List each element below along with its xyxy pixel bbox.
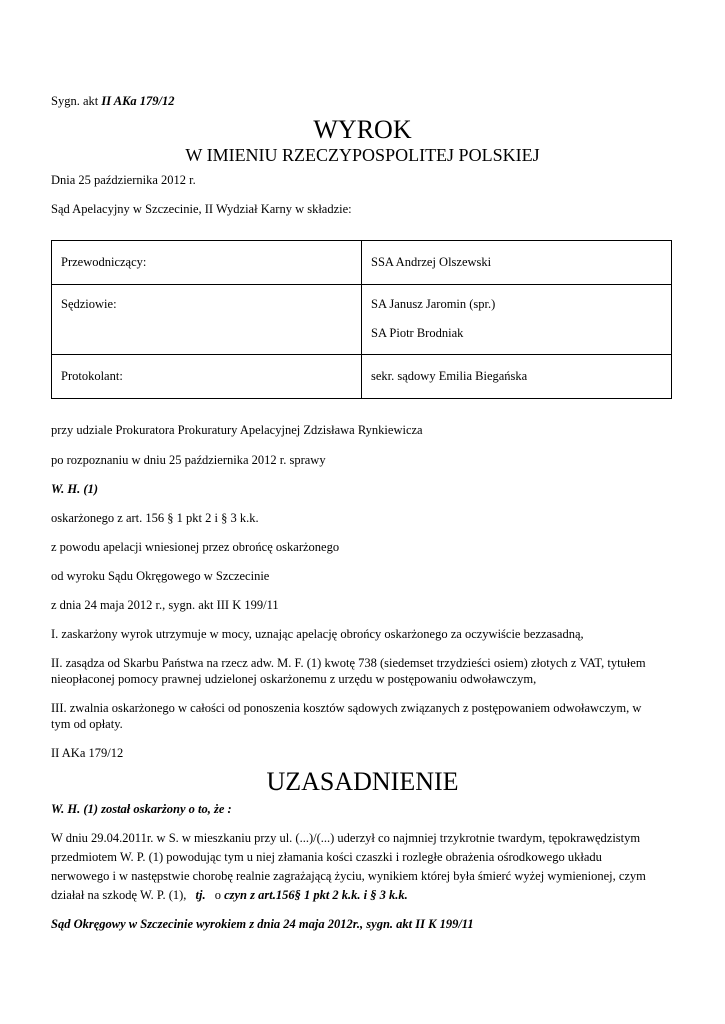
court-composition-table: [51, 240, 672, 399]
judgment-date: Dnia 25 października 2012 r.: [51, 173, 196, 187]
first-instance-judgment: Sąd Okręgowy w Szczecinie wyrokiem z dnia 24 maja 2012r., sygn. akt II K 199/11: [51, 917, 474, 931]
role-cell: [52, 241, 362, 285]
name-presiding: SSA Andrzej Olszewski: [371, 255, 492, 269]
justification-line-2: przedmiotem W. P. (1) powodując tym u niej złamania kości czaszki i rozległe obrażenia ośrodkowego układu: [51, 850, 602, 864]
names-cell: [362, 285, 672, 355]
document-subtitle: W IMIENIU RZECZYPOSPOLITEJ POLSKIEJ: [185, 145, 540, 165]
hearing-line: po rozpoznaniu w dniu 25 października 2012 r. sprawy: [51, 453, 326, 467]
role-cell: [52, 355, 362, 399]
case-signature-prefix: Sygn. akt: [51, 94, 99, 108]
o-word: o: [214, 888, 221, 902]
case-reference: II AKa 179/12: [51, 746, 124, 760]
accused-heading: W. H. (1) został oskarżony o to, że :: [51, 802, 232, 816]
judgment-date-line: z dnia 24 maja 2012 r., sygn. akt III K 199/11: [51, 598, 279, 612]
names-cell: [362, 241, 672, 285]
prosecutor-line: przy udziale Prokuratora Prokuratury Apelacyjnej Zdzisława Rynkiewicza: [51, 423, 423, 437]
justification-line-1: W dniu 29.04.2011r. w S. w mieszkaniu przy ul. (...)/(...) uderzył co najmniej trzykrotnie twardym, tępokrawędzistym: [51, 831, 641, 845]
ruling-3-line-2: tym od opłaty.: [51, 717, 123, 731]
table-row: [52, 355, 672, 399]
names-cell: [362, 355, 672, 399]
ruling-2-line-1: II. zasądza od Skarbu Państwa na rzecz adw. M. F. (1) kwotę 738 (siedemset trzydzieści osiem) złotych z VAT, tytułem: [51, 656, 646, 670]
table-row: [52, 285, 672, 355]
from-judgment-line: od wyroku Sądu Okręgowego w Szczecinie: [51, 569, 270, 583]
court-name: Sąd Apelacyjny w Szczecinie, II Wydział Karny w składzie:: [51, 202, 352, 216]
role-clerk: Protokolant:: [61, 369, 123, 383]
name-judge-2: SA Piotr Brodniak: [371, 326, 464, 340]
role-judges: Sędziowie:: [61, 297, 117, 311]
case-signature-number: II AKa 179/12: [101, 94, 175, 108]
document-title: WYROK: [313, 115, 412, 144]
appeal-line: z powodu apelacji wniesionej przez obrońcę oskarżonego: [51, 540, 340, 554]
justification-title: UZASADNIENIE: [266, 767, 459, 796]
name-judge-1: SA Janusz Jaromin (spr.): [371, 297, 496, 311]
table-row: [52, 241, 672, 285]
role-presiding: Przewodniczący:: [61, 255, 147, 269]
defendant-name: W. H. (1): [51, 482, 98, 496]
justification-line-3: nerwowego i w następstwie chorobę realnie zagrażającą życiu, wynikiem której była śmierć wyżej wymienionej, czym: [51, 869, 646, 883]
charge-line: oskarżonego z art. 156 § 1 pkt 2 i § 3 k.k.: [51, 511, 259, 525]
justification-line-4: [51, 888, 408, 903]
tj-abbrev: tj.: [195, 888, 206, 902]
ruling-1: I. zaskarżony wyrok utrzymuje w mocy, uznając apelację obrońcy oskarżonego za oczywiście bezzasadną,: [51, 627, 584, 641]
ruling-3-line-1: III. zwalnia oskarżonego w całości od ponoszenia kosztów sądowych związanych z postępowaniem odwoławczym, w: [51, 701, 642, 715]
case-signature: [51, 94, 175, 109]
ruling-2-line-2: nieopłaconej pomocy prawnej udzielonej oskarżonemu z urzędu w postępowaniu odwoławczym,: [51, 672, 537, 686]
role-cell: [52, 285, 362, 355]
name-clerk: sekr. sądowy Emilia Biegańska: [371, 369, 528, 383]
victim-text: działał na szkodę W. P. (1),: [51, 888, 187, 902]
offense-article: czyn z art.156§ 1 pkt 2 k.k. i § 3 k.k.: [224, 888, 408, 902]
